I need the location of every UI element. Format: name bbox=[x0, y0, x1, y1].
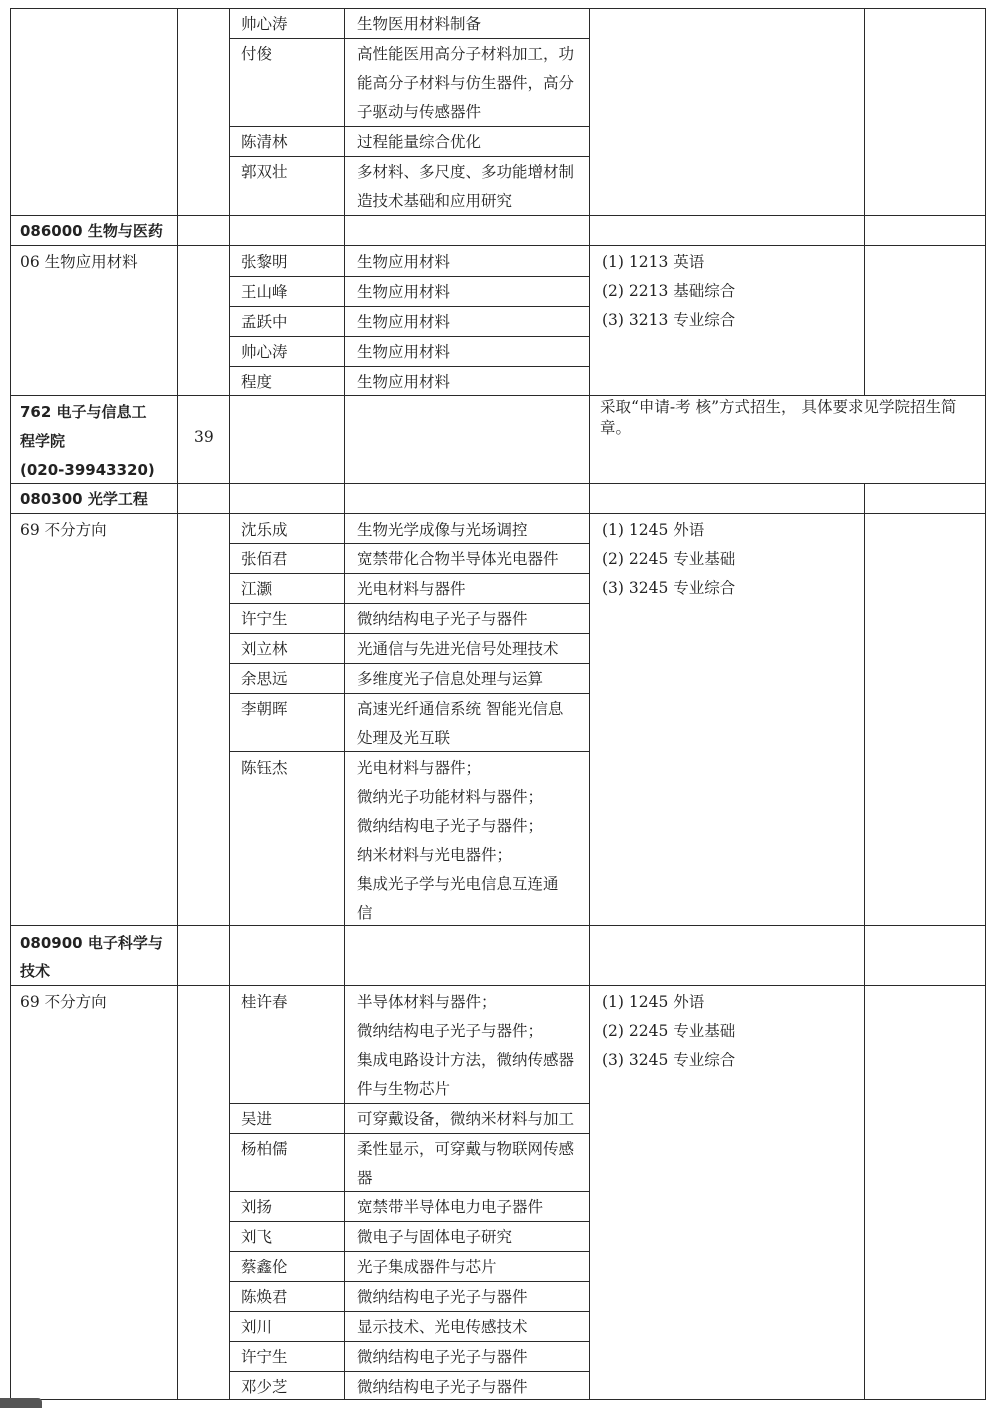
research-direction: 生物应用材料 bbox=[357, 313, 451, 331]
supervisor-name: 郭双壮 bbox=[241, 163, 288, 181]
research-direction: 生物应用材料 bbox=[357, 283, 451, 301]
scroll-indicator bbox=[0, 1398, 42, 1408]
supervisor-name: 陈焕君 bbox=[241, 1288, 288, 1306]
research-direction: 多材料、多尺度、多功能增材制 bbox=[357, 163, 575, 181]
sub-row-line bbox=[229, 1191, 589, 1192]
exam-subject: (1) 1245 外语 bbox=[602, 993, 705, 1011]
research-direction: 信 bbox=[357, 904, 373, 922]
supervisor-name: 杨柏儒 bbox=[241, 1140, 288, 1158]
supervisor-name: 吴进 bbox=[241, 1110, 273, 1128]
supervisor-name: 余思远 bbox=[241, 670, 288, 688]
research-direction: 柔性显示，可穿戴与物联网传感 bbox=[357, 1140, 575, 1158]
direction-label: 69 不分方向 bbox=[20, 521, 107, 539]
table-border-right bbox=[985, 8, 986, 1400]
exam-subject: (3) 3245 专业综合 bbox=[602, 1051, 736, 1069]
supervisor-name: 程度 bbox=[241, 373, 273, 391]
table-border-top bbox=[10, 8, 986, 9]
exam-subject: (3) 3213 专业综合 bbox=[602, 311, 736, 329]
exam-subject: (1) 1245 外语 bbox=[602, 521, 705, 539]
school-name: 程学院 bbox=[20, 432, 66, 450]
supervisor-name: 王山峰 bbox=[241, 283, 288, 301]
research-direction: 高性能医用高分子材料加工，功 bbox=[357, 45, 575, 63]
research-direction: 多维度光子信息处理与运算 bbox=[357, 670, 544, 688]
table-border-left bbox=[10, 8, 11, 1400]
research-direction: 纳米材料与光电器件； bbox=[357, 846, 513, 864]
supervisor-name: 付俊 bbox=[241, 45, 273, 63]
supervisor-name: 陈钰杰 bbox=[241, 759, 288, 777]
research-direction: 能高分子材料与仿生器件，高分 bbox=[357, 74, 575, 92]
exam-subject: (2) 2213 基础综合 bbox=[602, 282, 736, 300]
row-line bbox=[10, 483, 986, 484]
supervisor-name: 李朝晖 bbox=[241, 700, 288, 718]
row-line bbox=[10, 985, 986, 986]
direction-label: 06 生物应用材料 bbox=[20, 253, 138, 271]
research-direction: 微纳结构电子光子与器件； bbox=[357, 1022, 544, 1040]
exam-subject: (2) 2245 专业基础 bbox=[602, 1022, 736, 1040]
supervisor-name: 帅心涛 bbox=[241, 343, 288, 361]
exam-subject: (1) 1213 英语 bbox=[602, 253, 705, 271]
research-direction: 微纳光子功能材料与器件； bbox=[357, 788, 544, 806]
research-direction: 器 bbox=[357, 1169, 373, 1187]
research-direction: 过程能量综合优化 bbox=[357, 133, 482, 151]
research-direction: 光电材料与器件； bbox=[357, 759, 482, 777]
research-direction: 宽禁带半导体电力电子器件 bbox=[357, 1198, 544, 1216]
research-direction: 造技术基础和应用研究 bbox=[357, 192, 513, 210]
research-direction: 生物应用材料 bbox=[357, 343, 451, 361]
supervisor-name: 蔡鑫伦 bbox=[241, 1258, 288, 1276]
supervisor-name: 张佰君 bbox=[241, 550, 288, 568]
enrollment-quota: 39 bbox=[194, 428, 214, 446]
research-direction: 半导体材料与器件； bbox=[357, 993, 497, 1011]
research-direction: 光电材料与器件 bbox=[357, 580, 466, 598]
research-direction: 可穿戴设备，微纳米材料与加工 bbox=[357, 1110, 575, 1128]
research-direction: 集成电路设计方法，微纳传感器 bbox=[357, 1051, 575, 1069]
school-name: 762 电子与信息工 bbox=[20, 403, 147, 421]
supervisor-name: 江灏 bbox=[241, 580, 273, 598]
row-line bbox=[10, 925, 986, 926]
research-direction: 显示技术、光电传感技术 bbox=[357, 1318, 528, 1336]
research-direction: 集成光子学与光电信息互连通 bbox=[357, 875, 559, 893]
research-direction: 微纳结构电子光子与器件； bbox=[357, 817, 544, 835]
supervisor-name: 邓少芝 bbox=[241, 1378, 288, 1396]
col-divider-4 bbox=[589, 8, 590, 1400]
research-direction: 微纳结构电子光子与器件 bbox=[357, 1288, 528, 1306]
research-direction: 高速光纤通信系统 智能光信息 bbox=[357, 700, 564, 718]
research-direction: 微电子与固体电子研究 bbox=[357, 1228, 513, 1246]
research-direction: 生物医用材料制备 bbox=[357, 15, 482, 33]
major-title: 080300 光学工程 bbox=[20, 490, 148, 508]
row-line bbox=[10, 395, 986, 396]
supervisor-name: 许宁生 bbox=[241, 610, 288, 628]
col-divider-5 bbox=[864, 483, 865, 1400]
supervisor-name: 刘川 bbox=[241, 1318, 273, 1336]
supervisor-name: 沈乐成 bbox=[241, 521, 288, 539]
supervisor-name: 刘扬 bbox=[241, 1198, 273, 1216]
exam-subject: (2) 2245 专业基础 bbox=[602, 550, 736, 568]
school-phone: (020-39943320) bbox=[20, 461, 155, 479]
major-title: 080900 电子科学与 bbox=[20, 934, 163, 952]
research-direction: 光通信与先进光信号处理技术 bbox=[357, 640, 559, 658]
research-direction: 生物应用材料 bbox=[357, 373, 451, 391]
research-direction: 微纳结构电子光子与器件 bbox=[357, 610, 528, 628]
research-direction: 件与生物芯片 bbox=[357, 1080, 451, 1098]
research-direction: 微纳结构电子光子与器件 bbox=[357, 1348, 528, 1366]
research-direction: 宽禁带化合物半导体光电器件 bbox=[357, 550, 559, 568]
supervisor-name: 张黎明 bbox=[241, 253, 288, 271]
supervisor-name: 许宁生 bbox=[241, 1348, 288, 1366]
research-direction: 子驱动与传感器件 bbox=[357, 103, 482, 121]
research-direction: 生物光学成像与光场调控 bbox=[357, 521, 528, 539]
col-divider-1 bbox=[177, 8, 178, 1400]
supervisor-name: 帅心涛 bbox=[241, 15, 288, 33]
supervisor-name: 桂许春 bbox=[241, 993, 288, 1011]
admission-remark: 采取“申请-考 核”方式招生， 具体要求见学院招生简章。 bbox=[600, 398, 957, 437]
research-direction: 生物应用材料 bbox=[357, 253, 451, 271]
supervisor-name: 陈清林 bbox=[241, 133, 288, 151]
supervisor-name: 刘飞 bbox=[241, 1228, 273, 1246]
research-direction: 微纳结构电子光子与器件 bbox=[357, 1378, 528, 1396]
exam-subject: (3) 3245 专业综合 bbox=[602, 579, 736, 597]
direction-label: 69 不分方向 bbox=[20, 993, 107, 1011]
supervisor-name: 刘立林 bbox=[241, 640, 288, 658]
supervisor-name: 孟跃中 bbox=[241, 313, 288, 331]
row-line bbox=[10, 513, 986, 514]
research-direction: 处理及光互联 bbox=[357, 729, 451, 747]
major-title: 技术 bbox=[20, 962, 51, 980]
research-direction: 光子集成器件与芯片 bbox=[357, 1258, 497, 1276]
col-divider-5 bbox=[864, 8, 865, 395]
major-title: 086000 生物与医药 bbox=[20, 222, 163, 240]
